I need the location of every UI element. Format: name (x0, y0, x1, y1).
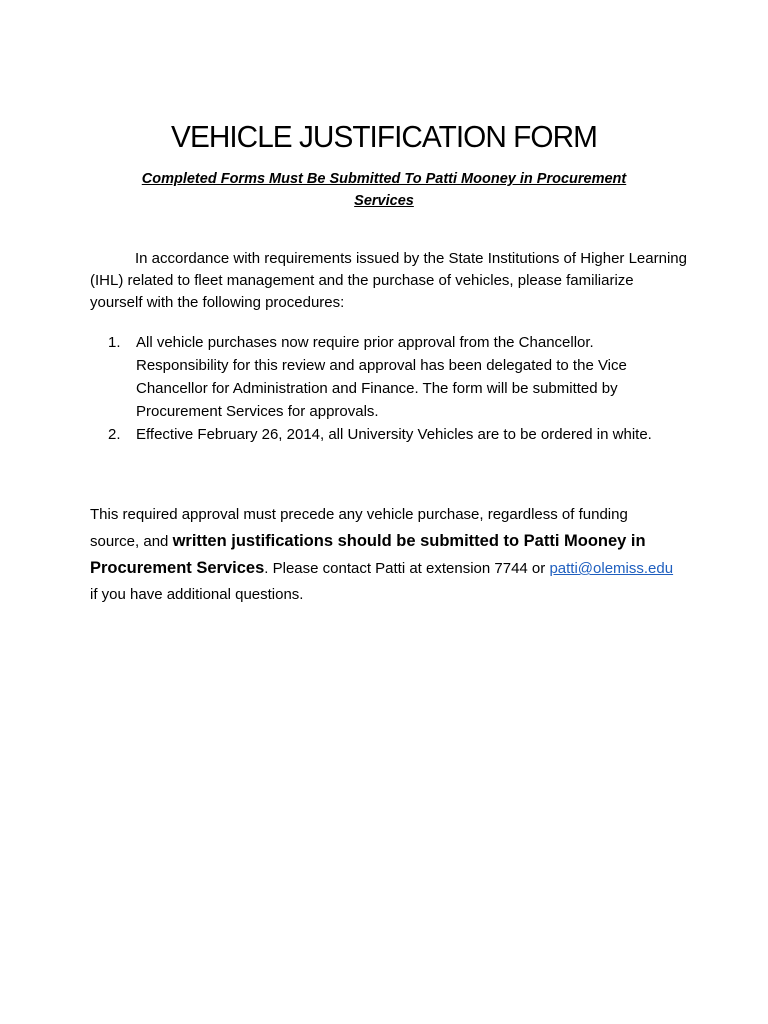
intro-paragraph: In accordance with requirements issued by the State Institutions of Higher Learning (IHL) related to fleet management and the purchase of vehicles, please familiarize yourself with the following procedures: (90, 250, 687, 311)
closing-text-part3: if you have additional questions. (90, 586, 304, 603)
list-item (108, 423, 688, 446)
list-item (108, 331, 688, 423)
page-title: VEHICLE JUSTIFICATION FORM (171, 118, 597, 154)
list-item-text: All vehicle purchases now require prior approval from the Chancellor. Responsibility for this review and approval has been delegated to the Vice Chancellor for Administration and Finance. The form will be submitted by Procurement Services for approvals. (136, 334, 627, 420)
procedures-list (108, 331, 688, 446)
list-item-number: 2. (108, 426, 121, 443)
closing-emphasis: written justifications should be submitted to Patti Mooney in Procurement Services (90, 532, 646, 577)
list-item-text: Effective February 26, 2014, all University Vehicles are to be ordered in white. (136, 426, 652, 443)
closing-text-part2: . Please contact Patti at extension 7744 or (264, 560, 550, 577)
submission-notice: Completed Forms Must Be Submitted To Patti Mooney in Procurement Services (141, 171, 627, 209)
closing-paragraph (90, 502, 680, 608)
closing-text-part1: This required approval must precede any vehicle purchase, regardless of funding source, and (90, 506, 628, 550)
email-link[interactable]: patti@olemiss.edu (549, 560, 674, 577)
list-item-number: 1. (108, 334, 121, 351)
